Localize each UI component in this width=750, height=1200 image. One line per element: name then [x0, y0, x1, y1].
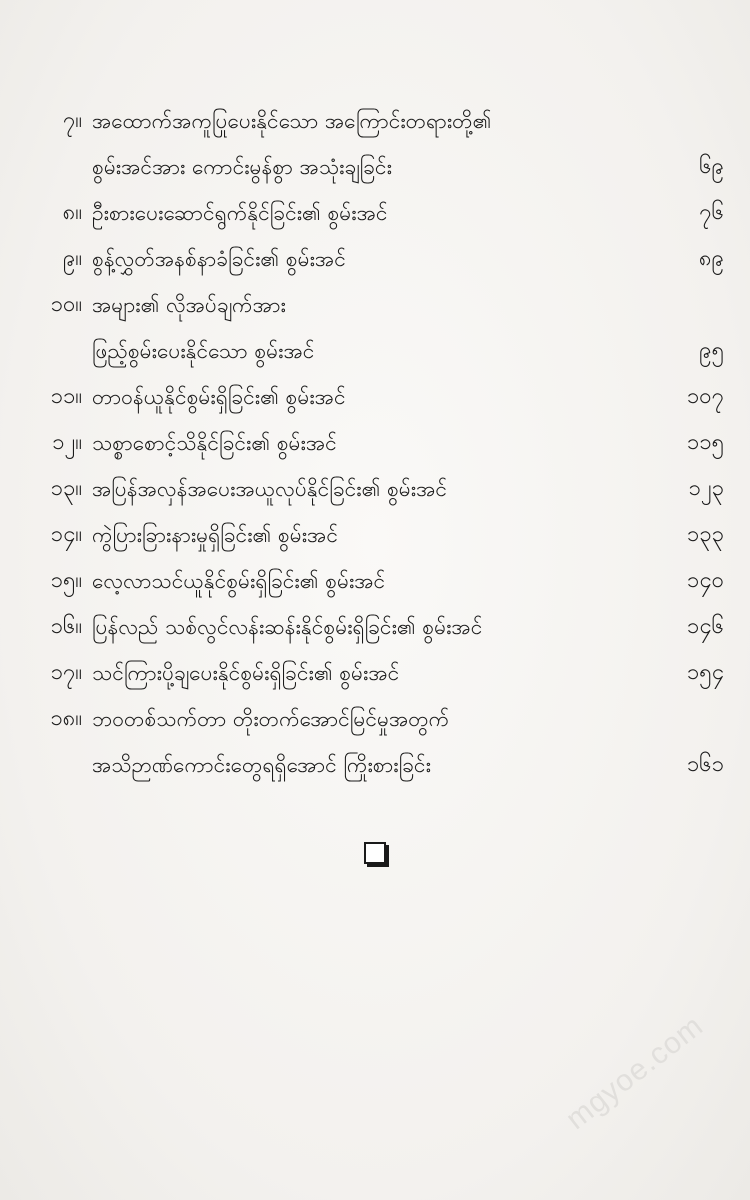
table-of-contents	[0, 98, 750, 788]
chapter-title: စွန့်လွှတ်အနစ်နာခံခြင်း၏ စွမ်းအင်	[92, 247, 346, 271]
toc-line	[0, 236, 750, 282]
toc-line	[0, 282, 750, 328]
watermark: mgyoe.com	[560, 1008, 710, 1137]
chapter-number: ၁၄။	[50, 522, 82, 547]
page-number: ၁၅၄	[686, 660, 724, 685]
page-number: ၈၉	[699, 246, 724, 271]
page-number: ၁၂၃	[688, 476, 724, 501]
toc-line	[0, 144, 750, 190]
chapter-title: ကွဲပြားခြားနားမှုရှိခြင်း၏ စွမ်းအင်	[92, 523, 338, 547]
end-square-icon	[364, 842, 386, 864]
toc-line	[0, 558, 750, 604]
chapter-number: ၁၀။	[50, 292, 82, 317]
chapter-title: လေ့လာသင်ယူနိုင်စွမ်းရှိခြင်း၏ စွမ်းအင်	[92, 569, 386, 593]
toc-line	[0, 696, 750, 742]
toc-line	[0, 420, 750, 466]
toc-line	[0, 374, 750, 420]
chapter-title: ပြန်လည် သစ်လွင်လန်းဆန်းနိုင်စွမ်းရှိခြင်း၏ စွမ်းအင်	[92, 615, 483, 639]
page-number: ၁၁၅	[686, 430, 724, 455]
chapter-number: ၉။	[62, 246, 82, 271]
toc-line	[0, 98, 750, 144]
chapter-title: အသိဉာဏ်ကောင်းတွေရရှိအောင် ကြိုးစားခြင်း	[92, 753, 431, 777]
chapter-number: ၁၆။	[50, 614, 82, 639]
page-number: ၇၆	[699, 200, 724, 225]
chapter-number: ၁၅။	[50, 568, 82, 593]
chapter-number: ၁၂။	[52, 430, 82, 455]
chapter-title: တာဝန်ယူနိုင်စွမ်းရှိခြင်း၏ စွမ်းအင်	[92, 385, 346, 409]
chapter-title: စွမ်းအင်အား ကောင်းမွန်စွာ အသုံးချခြင်း	[92, 155, 392, 179]
toc-line	[0, 328, 750, 374]
toc-line	[0, 512, 750, 558]
toc-line	[0, 190, 750, 236]
page-number: ၉၅	[699, 338, 724, 363]
chapter-number: ၁၃။	[50, 476, 82, 501]
chapter-number: ၁၈။	[50, 706, 82, 731]
chapter-title: အပြန်အလှန်အပေးအယူလုပ်နိုင်ခြင်း၏ စွမ်းအင်	[92, 477, 448, 501]
toc-line	[0, 742, 750, 788]
toc-line	[0, 466, 750, 512]
page-number: ၁၆၁	[686, 752, 724, 777]
chapter-title: အထောက်အကူပြုပေးနိုင်သော အကြောင်းတရားတို့၏	[92, 109, 492, 133]
page-number: ၁၃၃	[686, 522, 724, 547]
chapter-number: ၁၁။	[50, 384, 82, 409]
chapter-number: ၁၇။	[50, 660, 82, 685]
page-number: ၆၉	[699, 154, 724, 179]
chapter-title: သစ္စာစောင့်သိနိုင်ခြင်း၏ စွမ်းအင်	[92, 431, 337, 455]
chapter-title: ဖြည့်စွမ်းပေးနိုင်သော စွမ်းအင်	[92, 339, 315, 363]
chapter-title: သင်ကြားပို့ချပေးနိုင်စွမ်းရှိခြင်း၏ စွမ်းအင်	[92, 661, 400, 685]
page-number: ၁၄၀	[686, 568, 724, 593]
chapter-title: ဘဝတစ်သက်တာ တိုးတက်အောင်မြင်မှုအတွက်	[92, 707, 450, 731]
chapter-title: အများ၏ လိုအပ်ချက်အား	[92, 293, 286, 317]
page-number: ၁၀၇	[686, 384, 724, 409]
chapter-number: ၈။	[62, 200, 82, 225]
toc-line	[0, 604, 750, 650]
chapter-number: ၇။	[62, 108, 82, 133]
toc-line	[0, 650, 750, 696]
chapter-title: ဦးစားပေးဆောင်ရွက်နိုင်ခြင်း၏ စွမ်းအင်	[92, 201, 388, 225]
page-number: ၁၄၆	[686, 614, 724, 639]
